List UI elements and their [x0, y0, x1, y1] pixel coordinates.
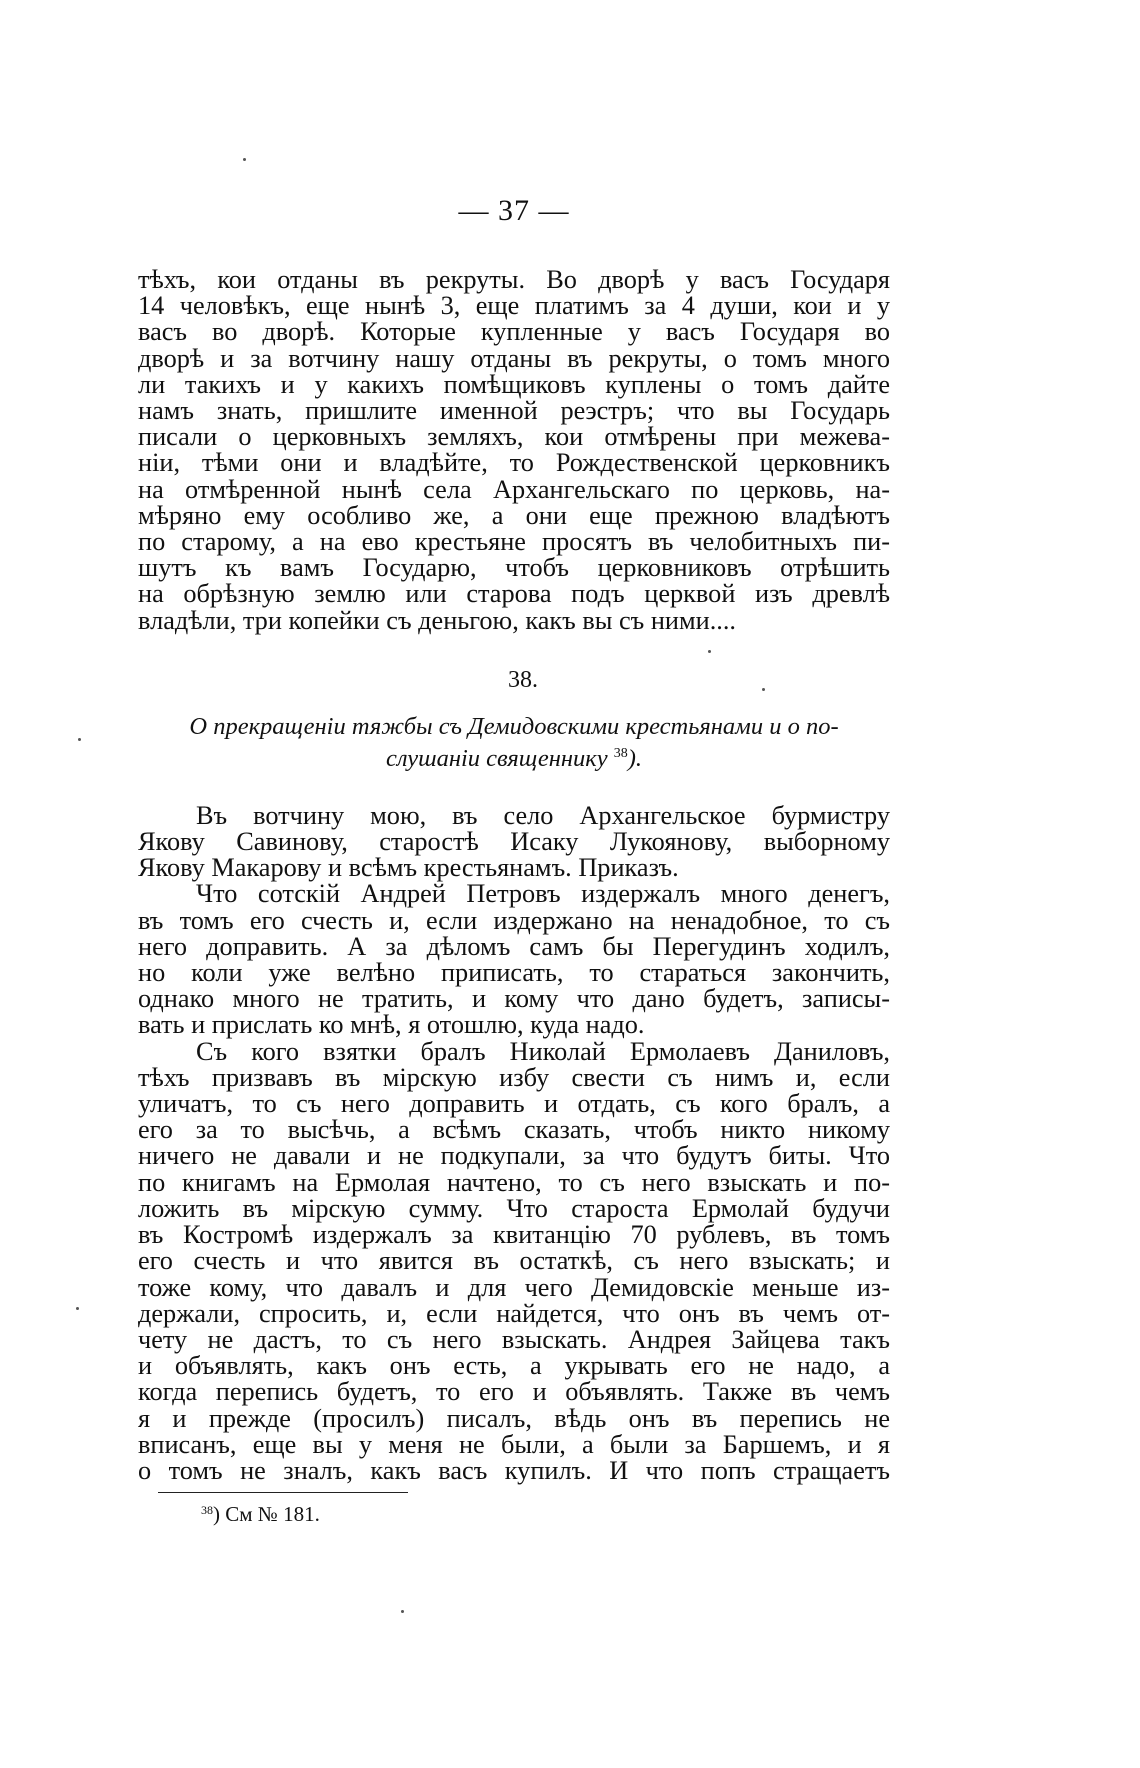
text-line: Якову Савинову, старостѣ Исаку Лукоянову, выборному [138, 827, 890, 857]
text-line: намъ знать, пришлите именной реэстръ; что вы Государь [138, 396, 890, 426]
text-line: и объявлять, какъ онъ есть, а укрывать его не надо, а [138, 1351, 890, 1381]
paragraph-order-1 [138, 881, 890, 1038]
text-line: шутъ къ вамъ Государю, чтобъ церковниковъ отрѣшить [138, 553, 890, 583]
footnote-text: ) См № 181. [213, 1502, 320, 1527]
text-line: ничего не давали и не подкупали, за что будутъ биты. Что [138, 1141, 890, 1171]
text-line: однако много не тратить, и кому что дано будетъ, записы- [138, 984, 890, 1014]
document-page [138, 195, 890, 1525]
document-number: 38. [508, 666, 538, 693]
text-line: когда перепись будетъ, то его и объявлять. Также въ чемъ [138, 1377, 890, 1407]
footnote [201, 1499, 890, 1525]
document-title-line: О прекращенiи тяжбы съ Демидовскими крестьянами и о по- [189, 712, 839, 740]
document-title [138, 713, 890, 772]
text-line: его за то высѣчь, а всѣмъ сказать, чтобъ никто никому [138, 1115, 890, 1145]
text-line: ли такихъ и у какихъ помѣщиковъ куплены о томъ дайте [138, 369, 890, 399]
text-line: тѣхъ призвавъ въ мiрскую избу свести съ нимъ и, если [138, 1062, 890, 1092]
text-line: но коли уже велѣно приписать, то стараться закончить, [138, 958, 890, 988]
text-line: о томъ не зналъ, какъ васъ купилъ. И что попъ стращаетъ [138, 1455, 890, 1485]
text-line: держали, спросить, и, если найдется, что онъ въ чемъ от- [138, 1298, 890, 1328]
text-line: Якову Макарову и всѣмъ крестьянамъ. Приказъ. [138, 853, 679, 883]
text-line: Съ кого взятки бралъ Николай Ермолаевъ Даниловъ, [196, 1036, 890, 1066]
scan-speck [243, 158, 246, 161]
footnote-mark: 38 [201, 1503, 213, 1518]
text-line: ложить въ мiрскую сумму. Что староста Ермолай будучи [138, 1193, 890, 1223]
text-line: васъ во дворѣ. Которые купленные у васъ Государя во [138, 317, 890, 347]
text-line: вписанъ, еще вы у меня не были, а были за Баршемъ, и я [138, 1429, 890, 1459]
scan-speck [708, 650, 711, 653]
page-number: — 37 — [458, 194, 570, 227]
text-line: вать и прислать ко мнѣ, я отошлю, куда надо. [138, 1010, 645, 1040]
text-line: мѣряно ему особливо же, а они еще прежною владѣютъ [138, 500, 890, 530]
text-line: Что сотскiй Андрей Петровъ издержалъ много денегъ, [196, 879, 890, 909]
text-line: на отмѣренной нынѣ села Архангельскаго по церковь, на- [138, 474, 890, 504]
paragraph-continued [138, 267, 890, 634]
text-line: тоже кому, что давалъ и для чего Демидовскiе меньше из- [138, 1272, 890, 1302]
footnote-ref: 38 [613, 745, 628, 761]
text-line: уличатъ, то съ него доправить и отдать, съ кого бралъ, а [138, 1089, 890, 1119]
text-line: владѣли, три копейки съ деньгою, какъ вы съ ними.... [138, 605, 736, 635]
text-line: тѣхъ, кои отданы въ рекруты. Во дворѣ у васъ Государя [138, 265, 890, 294]
scan-speck [78, 738, 81, 741]
text-line: чету не дастъ, то съ него взыскать. Андрея Зайцева такъ [138, 1324, 890, 1354]
text-line: дворѣ и за вотчину нашу отданы въ рекруты, о томъ много [138, 343, 890, 373]
text-line: я и прежде (просилъ) писалъ, вѣдь онъ въ перепись не [138, 1403, 890, 1433]
document-title-text: слушанiи священнику [385, 744, 608, 772]
text-line: нiи, тѣми они и владѣйте, то Рождественской церковникъ [138, 448, 890, 478]
text-line: него доправить. А за дѣломъ самъ бы Перегудинъ ходилъ, [138, 931, 890, 961]
scan-speck [76, 1307, 79, 1310]
paragraph-address [138, 800, 890, 883]
text-line: на обрѣзную землю или старова подъ церквой изъ древлѣ [138, 579, 890, 609]
paragraph-order-2 [138, 1036, 890, 1485]
scan-speck [762, 688, 765, 691]
text-line: по книгамъ на Ермолая начтено, то съ него взыскать и по- [138, 1167, 890, 1197]
text-line: въ томъ его счесть и, если издержано на ненадобное, то съ [138, 905, 890, 935]
text-line: писали о церковныхъ земляхъ, кои отмѣрены при межева- [138, 422, 890, 452]
text-line: его счесть и что явится въ остаткѣ, съ него взыскать; и [138, 1246, 890, 1276]
text-line: по старому, а на ево крестьяне просятъ въ челобитныхъ пи- [138, 527, 890, 557]
text-line: 14 человѣкъ, еще нынѣ 3, еще платимъ за 4 души, кои и у [138, 291, 890, 321]
text-line: въ Костромѣ издержалъ за квитанцiю 70 рублевъ, въ томъ [138, 1220, 890, 1250]
document-title-line: слушанiи священнику $^{38}$). [385, 744, 643, 772]
scan-speck [401, 1610, 404, 1613]
footnote-divider [158, 1492, 408, 1493]
text-line: Въ вотчину мою, въ село Архангельское бурмистру [196, 800, 890, 830]
